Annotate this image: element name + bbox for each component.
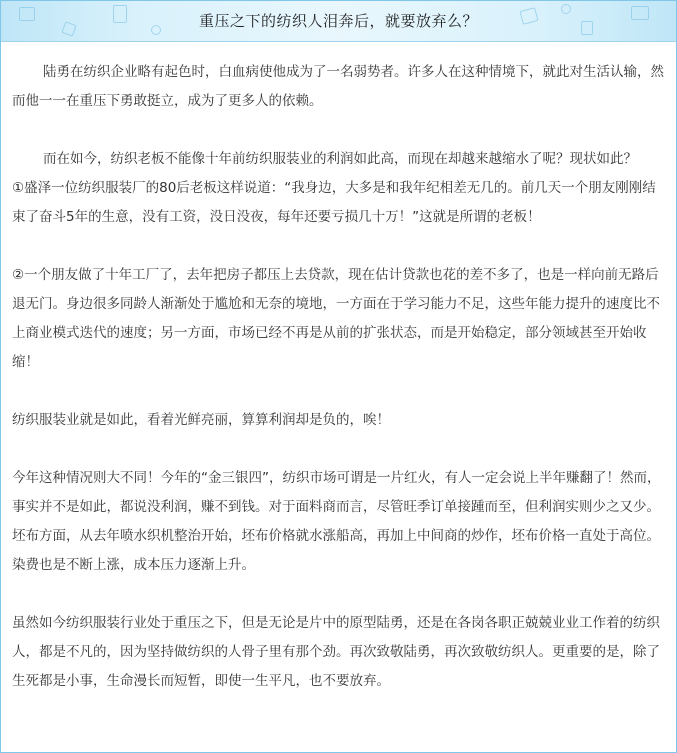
article-header bbox=[1, 1, 676, 42]
paragraph-spacer bbox=[12, 580, 665, 609]
paragraph-intro: 陆勇在纺织企业略有起色时，白血病使他成为了一名弱势者。许多人在这种情境下，就此对生活认输，然而他一一在重压下勇敢挺立，成为了更多人的依赖。 bbox=[12, 64, 665, 109]
paragraph-industry: 纺织服装业就是如此，看着光鲜亮丽，算算利润却是负的，唉！ bbox=[12, 412, 390, 428]
paragraph-example-1: ①盛泽一位纺织服装厂的80后老板这样说道：“我身边，大多是和我年纪相差无几的。前几天一个朋友刚刚结束了奋斗5年的生意，没有工资，没日没夜，每年还要亏损几十万！”这就是所谓的老板！ bbox=[12, 180, 656, 225]
paragraph-market: 今年这种情况则大不同！今年的“金三银四”，纺织市场可谓是一片红火，有人一定会说上半年赚翻了！然而，事实并不是如此，都说没利润，赚不到钱。对于面料商而言，尽管旺季订单接踵而至，但利润实则少之又少。坯布方面，从去年喷水织机整治开始，坯布价格就水涨船高，再加上中间商的炒作，坯布价格一直处于高位。染费也是不断上涨，成本压力逐渐上升。 bbox=[12, 470, 661, 573]
paragraph-conclusion: 虽然如今纺织服装行业处于重压之下，但是无论是片中的原型陆勇，还是在各岗各职正兢兢业业工作着的纺织人，都是不凡的，因为坚持做纺织的人骨子里有那个劲。再次致敬陆勇，再次致敬纺织人。更重要的是，除了生死都是小事，生命漫长而短暂，即使一生平凡，也不要放弃。 bbox=[12, 615, 660, 689]
paragraph-question: 而在如今，纺织老板不能像十年前纺织服装业的利润如此高，而现在却越来越缩水了呢？现状如此？ bbox=[43, 151, 638, 167]
paragraph-spacer bbox=[12, 435, 665, 464]
paragraph-example-2: ②一个朋友做了十年工厂了，去年把房子都压上去贷款，现在估计贷款也花的差不多了，也是一样向前无路后退无门。身边很多同龄人渐渐处于尴尬和无奈的境地，一方面在于学习能力不足，这些年能力提升的速度比不上商业模式迭代的速度；另一方面，市场已经不再是从前的扩张状态，而是开始稳定，部分领域甚至开始收缩！ bbox=[12, 267, 660, 370]
article-body bbox=[1, 42, 676, 696]
paragraph-spacer bbox=[12, 232, 665, 261]
paragraph-spacer bbox=[12, 116, 665, 145]
paragraph-spacer bbox=[12, 377, 665, 406]
article-title: 重压之下的纺织人泪奔后，就要放弃么？ bbox=[198, 12, 478, 30]
